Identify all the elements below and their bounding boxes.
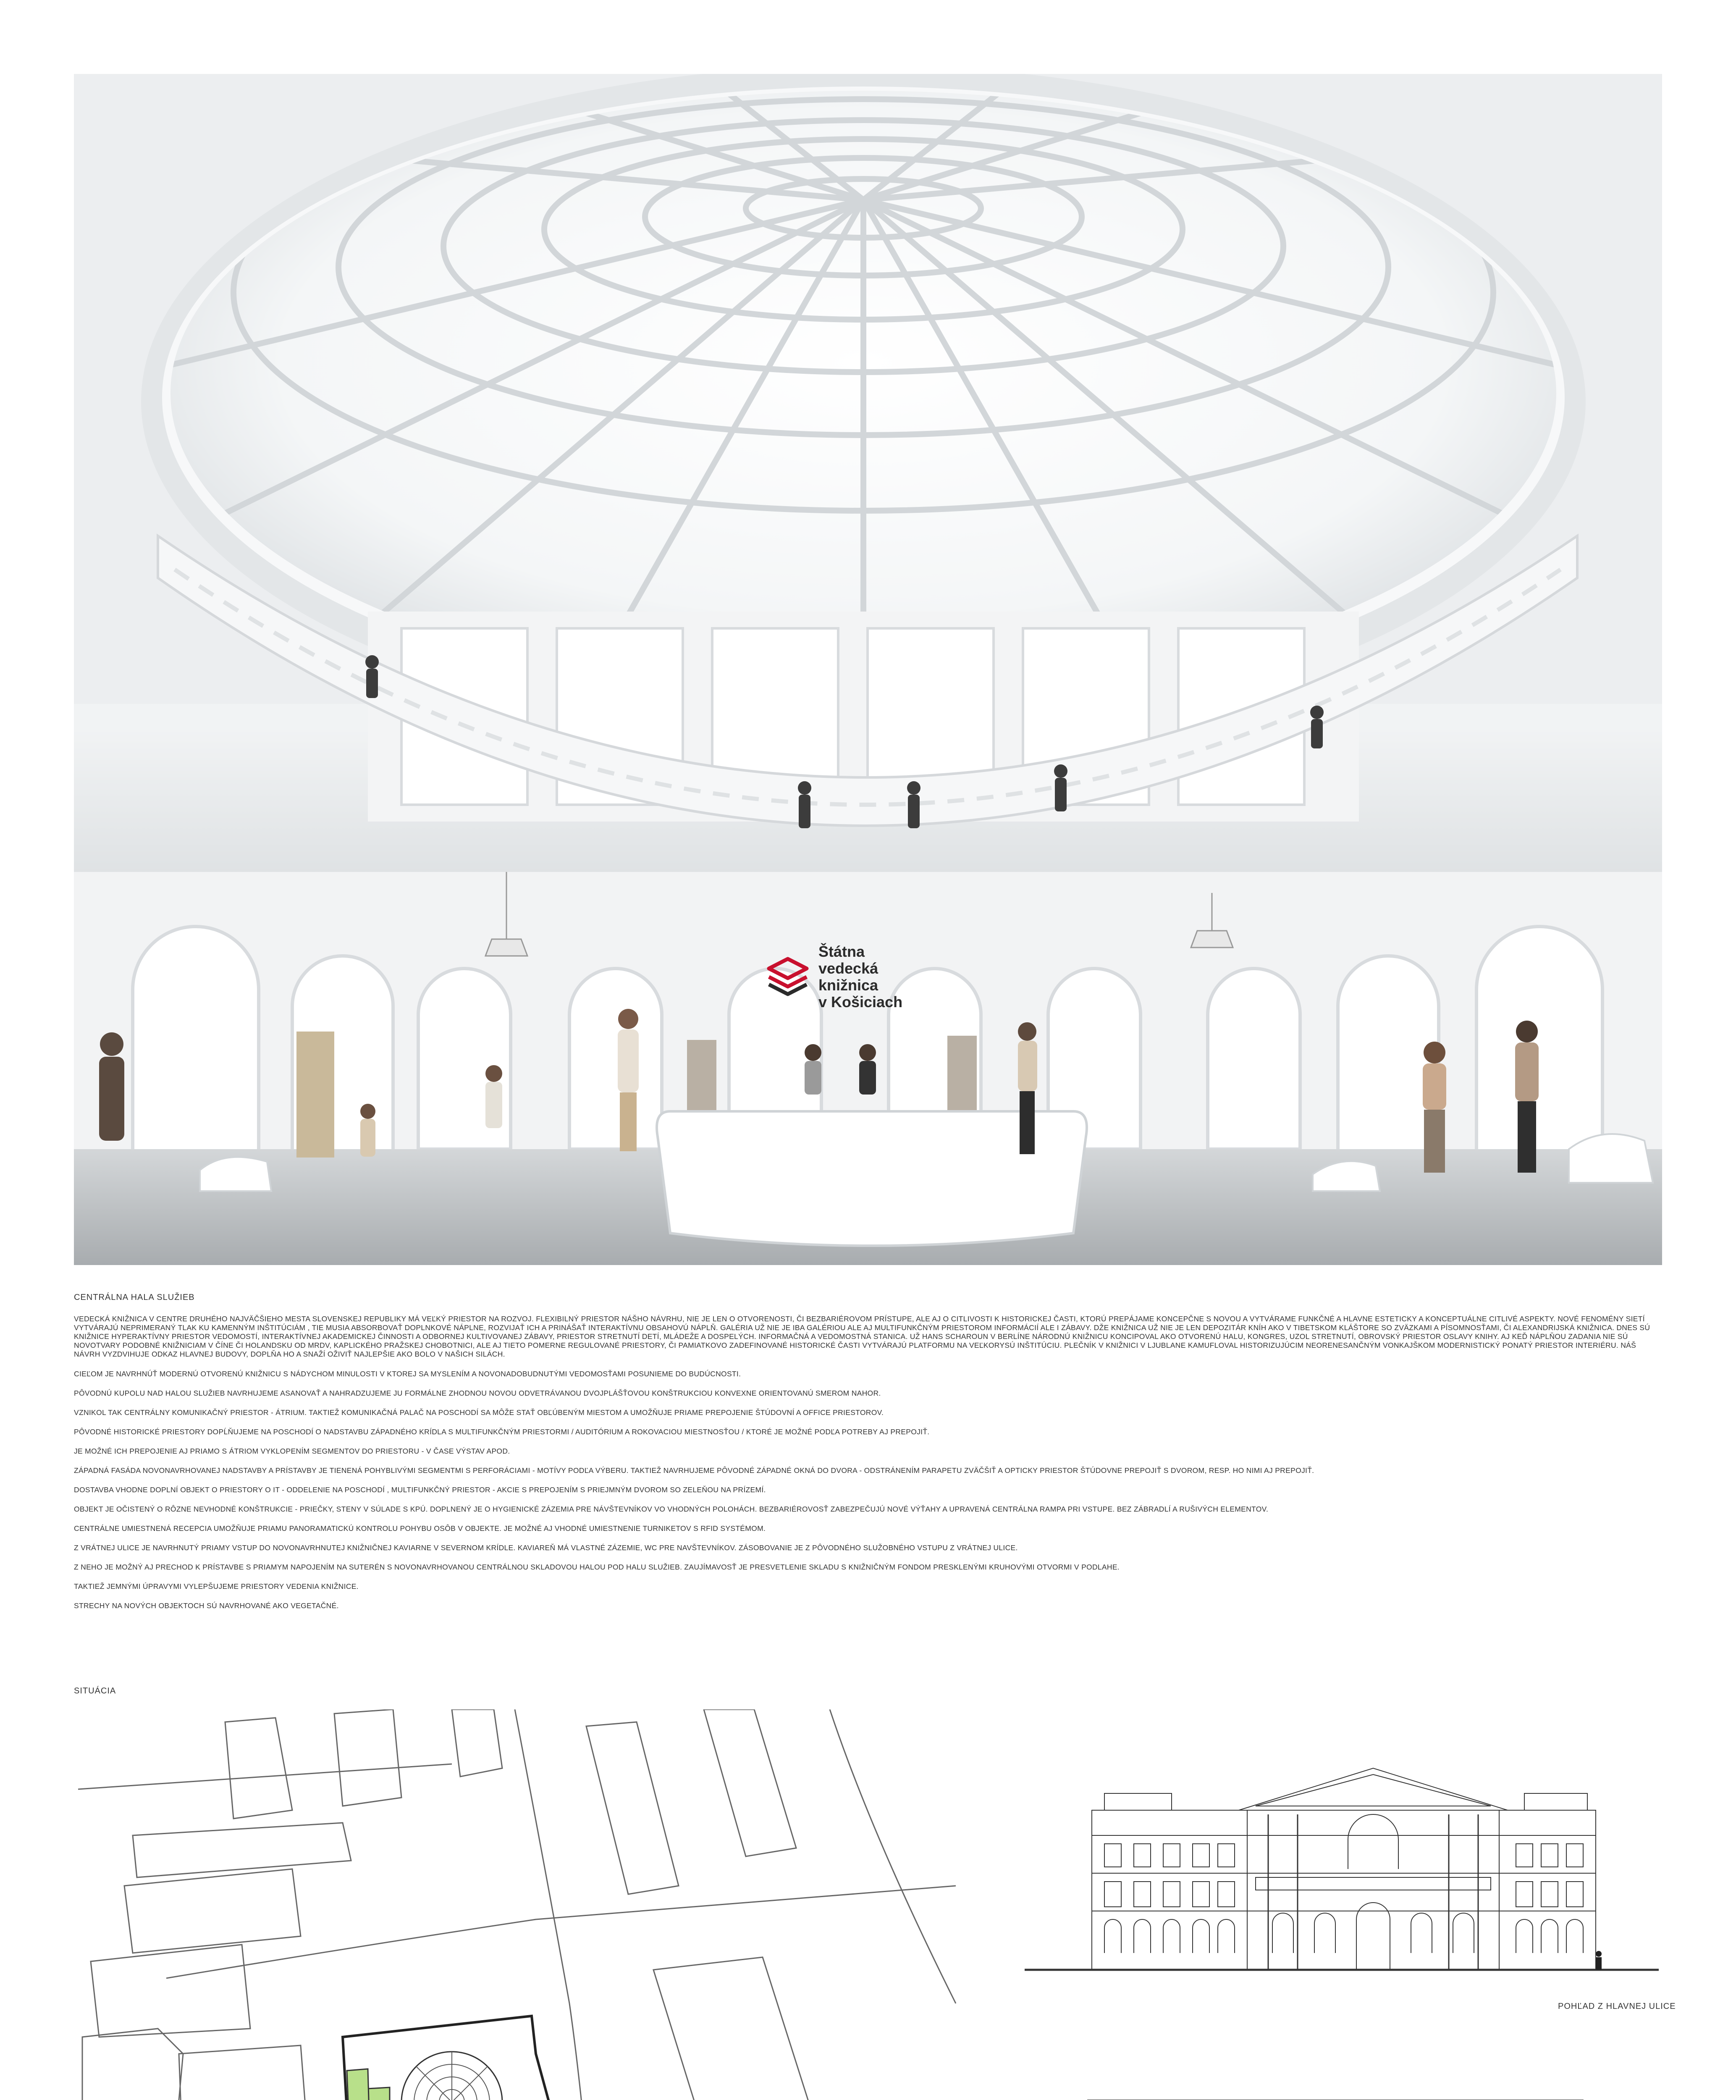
paragraph: Z VRÁTNEJ ULICE JE NAVRHNUTÝ PRIAMY VSTUP DO NOVONAVRHNUTEJ KNIŽNIČNEJ KAVIARNE V SEVERNOM KRÍDLE. KAVIAREŇ MÁ VLASTNÉ ZÁZEMIE, WC PRE NAVŠTEVNÍKOV. ZÁSOBOVANIE JE Z PÔVODNÉHO SLUŽOBNÉHO VSTUPU Z VRÁTNEJ ULICE.: [74, 1544, 1018, 1552]
interior-render: [74, 74, 1662, 1265]
paragraph: DOSTAVBA VHODNE DOPLNÍ OBJEKT O PRIESTORY O IT - ODDELENIE NA POSCHODÍ , MULTIFUNKČNÝ PRIESTOR - AKCIE S PREPOJENÍM S PRIEJMNÝM DVOROM SO ZELEŇOU NA PRÍZEMÍ.: [74, 1486, 766, 1494]
paragraph: Z NEHO JE MOŽNÝ AJ PRECHOD K PRÍSTAVBE S PRIAMYM NAPOJENÍM NA SUTERÉN S NOVONAVRHOVANOU CENTRÁLNOU SKLADOVOU HALOU POD HALU SLUŽIEB. ZAUJÍMAVOSŤ JE PRESVETLENIE SKLADU S KNIŽNIČNÝM FONDOM PRESKLENÝMI KRUHOVÝMI OTVORMI V PODLAHE.: [74, 1563, 1120, 1571]
paragraph: CENTRÁLNE UMIESTNENÁ RECEPCIA UMOŽŇUJE PRIAMU PANORAMATICKÚ KONTROLU POHYBU OSÔB V OBJEKTE. JE MOŽNÉ AJ VHODNÉ UMIESTNENIE TURNIKETOV S RFID SYSTÉMOM.: [74, 1524, 766, 1533]
paragraph: TAKTIEŽ JEMNÝMI ÚPRAVYMI VYLEPŠUJEME PRIESTORY VEDENIA KNIŽNICE.: [74, 1582, 359, 1591]
paragraph: STRECHY NA NOVÝCH OBJEKTOCH SÚ NAVRHOVANÉ AKO VEGETAČNÉ.: [74, 1601, 339, 1610]
paragraph: OBJEKT JE OČISTENÝ O RÔZNE NEVHODNÉ KONŠTRUKCIE - PRIEČKY, STENY V SÚLADE S KPÚ. DOPLNENÝ JE O HYGIENICKÉ ZÁZEMIA PRE NÁVŠTEVNÍKOV VO VHODNÝCH POLOHÁCH. BEZBARIÉROVOSŤ ZABEZPEČUJÚ NOVÉ VÝŤAHY A UPRAVENÁ CENTRÁLNA RAMPA PRI VSTUPE. BEZ ZÁBRADLÍ A RUŠIVÝCH ELEMENTOV.: [74, 1505, 1269, 1513]
site-courtyard-green: [347, 2069, 404, 2100]
paragraph: PÔVODNÉ HISTORICKÉ PRIESTORY DOPĹŇUJEME NA POSCHODÍ O NADSTAVBU ZÁPADNÉHO KRÍDLA S MULTIFUNKČNÝM PRIESTORMI / AUDITÓRIUM A ROKOVACIOU MIESTNOSŤOU / KTORÉ JE MOŽNÉ PODĽA POTREBY AJ PREPOJIŤ.: [74, 1428, 930, 1436]
paragraph: VZNIKOL TAK CENTRÁLNY KOMUNIKAČNÝ PRIESTOR - ÁTRIUM. TAKTIEŽ KOMUNIKAČNÁ PALAČ NA POSCHODÍ SA MÔŽE STAŤ OBĽÚBENÝM MIESTOM A UMOŽŇUJE PRIAME PREPOJENIE ŠTÚDOVNÍ A OFFICE PRIESTOROV.: [74, 1408, 884, 1417]
render-illustration: [74, 74, 1662, 1265]
paragraph: CIEĽOM JE NAVRHNÚŤ MODERNÚ OTVORENÚ KNIŽNICU S NÁDYCHOM MINULOSTI V KTOREJ SA MYSLENÍM A NOVONADOBUDNUTÝMI VEDOMOSŤAMI POSUNIEME DO BUDÚCNOSTI.: [74, 1370, 741, 1378]
paragraph: ZÁPADNÁ FASÁDA NOVONAVRHOVANEJ NADSTAVBY A PRÍSTAVBY JE TIENENÁ POHYBLIVÝMI SEGMENTMI S PERFORÁCIAMI - MOTÍVY PODĽA VÝBERU. TAKTIEŽ NAVRHUJEME PÔVODNÉ ZÁPADNÉ OKNÁ DO DVORA - ODSTRÁNENÍM PARAPETU ZVÄČŠIŤ A OPTICKY PRIESTOR ŠTÚDOVNE PREPOJIŤ S DVOROM, RESP. HO NIMI AJ PREPOJIŤ.: [74, 1466, 1314, 1475]
hall-section-title: CENTRÁLNA HALA SLUŽIEB: [74, 1293, 195, 1302]
elevation-main-street: [1020, 1701, 1662, 1982]
elevation-vratna-street: [1020, 2045, 1662, 2100]
site-plan-drawing: [74, 1709, 998, 2100]
paragraph: JE MOŽNÉ ICH PREPOJENIE AJ PRIAMO S ÁTRIOM VYKLOPENÍM SEGMENTOV DO PRIESTORU - V ČASE VÝSTAV APOD.: [74, 1447, 510, 1455]
description-text: [74, 1315, 1662, 1621]
paragraph: PÔVODNÚ KUPOLU NAD HALOU SLUŽIEB NAVRHUJEME ASANOVAŤ A NAHRADZUJEME JU FORMÁLNE ZHODNOU NOVOU ODVETRÁVANOU DVOJPLÁŠŤOVOU KONŠTRUKCIOU KONVEXNE ORIENTOVANÚ SMEROM NAHOR.: [74, 1389, 881, 1397]
elevation-caption-main: POHĽAD Z HLAVNEJ ULICE: [1558, 2002, 1676, 2011]
library-logo-mark-icon: [765, 954, 811, 1000]
library-logo-text: Štátna vedecká knižnica v Košiciach: [818, 943, 903, 1011]
paragraph: VEDECKÁ KNIŽNICA V CENTRE DRUHÉHO NAJVÄČŠIEHO MESTA SLOVENSKEJ REPUBLIKY MÁ VEĽKÝ PRIESTOR NA ROZVOJ. FLEXIBILNÝ PRIESTOR NÁŠHO NÁVRHU, NIE JE LEN O OTVORENOSTI, ČI BEZBARIÉROVOM PRÍSTUPE, ALE AJ O CITLIVOSTI K HISTORICKEJ ČASTI, KTORÚ PREPÁJAME KONCEPČNE S NOVOU A VYTVÁRAME FUNKČNÉ A HLAVNE ESTETICKY A KONCEPTUÁLNE CITLIVÉ ASPEKTY. NOVÉ FENOMÉNY SIETÍ VYTVÁRAJÚ NEPRIMERANÝ TLAK KU KAMENNÝM INŠTITÚCIÁM , TIE MUSIA ABSORBOVAŤ DOPLNKOVÉ NÁPLNE, ROZVIJAŤ ICH A PRINÁŠAŤ INTERAKTÍVNU OBSAHOVÚ NÁPLŇ. GALÉRIA UŽ NIE JE IBA GALÉRIOU ALE AJ MULTIFUNKČNÝM PRIESTOROM INFORMÁCIÍ ALE I ZÁBAVY. DŽE KNIŽNICA UŽ NIE JE LEN DEPOZITÁR KNÍH AKO V TIBETSKOM KLÁŠTORE SO ZVÄZKAMI A PÍSOMNOSŤAMI, ČI ALEXANDRIJSKÁ KNIŽNICA. DNES SÚ KNIŽNICE HYPERAKTÍVNY PRIESTOR VEDOMOSTÍ, INTERAKTÍVNEJ AKADEMICKEJ ČINNOSTI A ODBORNEJ KULTIVOVANEJ ZÁBAVY, PRIESTOR STRETNUTÍ DETÍ, MLÁDEŽE A DOSPELÝCH. INFORMAČNÁ A VEDOMOSTNÁ STANICA. UŽ HANS SCHAROUN V BERLÍNE NÁRODNÚ KNIŽNICU KONCIPOVAL AKO OTVORENÚ HALU, KONGRES, UZOL STRETNUTÍ, OBROVSKÝ PRIESTOR OSLAVY KNIHY. AJ KEĎ NÁPLŇOU ZADANIA NIE SÚ NOVOTVARY PODOBNÉ KNIŽNICIAM V ČÍNE ČI HOLANDSKU OD MRDV, KAPLICKÉHO PRAŽSKEJ CHOBOTNICI, ALE AJ TIETO POMERNE REGULOVANÉ PRIESTORY, ČI PAMIATKOVO ZADEFINOVANÉ HISTORICKÉ ČASTI VYTVÁRAJÚ PLATFORMU NA VEĽKORYSÚ INŠTITÚCIU. PLEČNÍK V KNIŽNICI V LJUBLANE KAMUFLOVAL HISTORIZUJÚCIM NEORENESANČNÝM VONKAJŠKOM MODERNISTICKÝ PONATÝ PRIESTOR INTERIÉRU. NÁŠ NÁVRH VYZDVIHUJE ODKAZ HLAVNEJ BUDOVY, DOPLŇA HO A SNAŽÍ OŽIVIŤ NAJLEPŠIE AKO BOLO V NAŠICH SILÁCH.: [74, 1315, 1650, 1358]
site-plan-title: SITUÁCIA: [74, 1686, 116, 1696]
library-logo: [765, 941, 941, 1013]
